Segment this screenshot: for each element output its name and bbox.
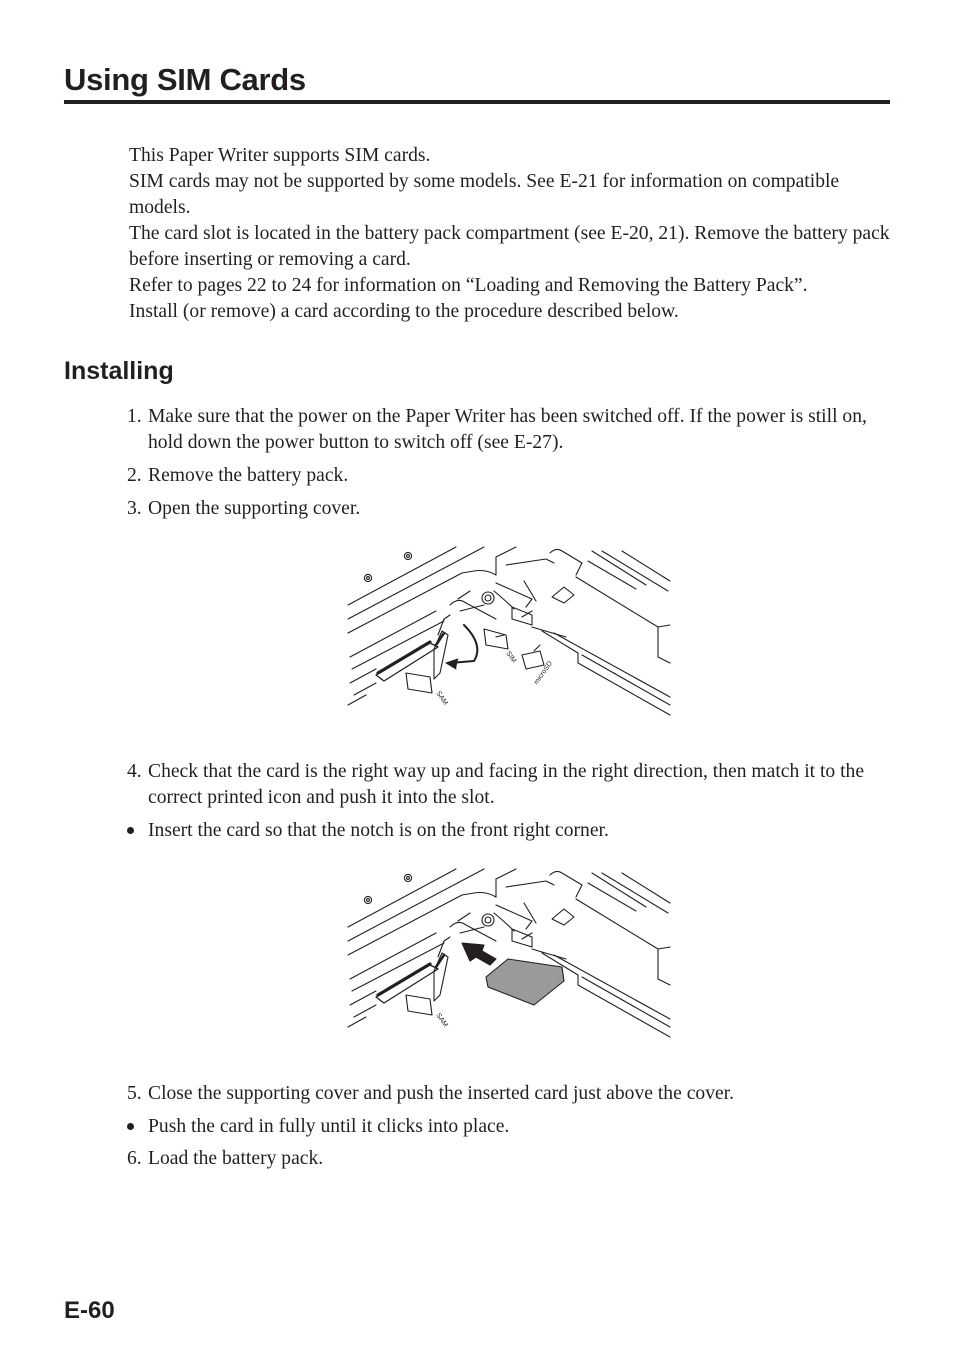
step-text: Make sure that the power on the Paper Writer has been switched off. If the power is still on, hold down the power button to switch off (see E-27). xyxy=(148,406,867,453)
step-text: Close the supporting cover and push the inserted card just above the cover. xyxy=(148,1083,735,1104)
section-title-installing: Installing xyxy=(64,357,174,385)
bullet-point xyxy=(127,827,134,834)
sam-slot-label: SAM xyxy=(434,1012,449,1029)
page-title: Using SIM Cards xyxy=(64,62,306,97)
microsd-slot-label: microSD xyxy=(532,660,555,687)
insert-card-illustration xyxy=(346,867,672,1049)
step-number: 2. xyxy=(127,465,142,486)
step-text: Open the supporting cover. xyxy=(148,498,361,519)
page-number: E-60 xyxy=(64,1297,115,1324)
note-text: Insert the card so that the notch is on the front right corner. xyxy=(148,820,609,841)
step-text: Check that the card is the right way up and facing in the right direction, then match it to the correct printed icon and push it into the slot. xyxy=(148,761,865,808)
sim-slot-label: SIM xyxy=(504,650,518,665)
open-cover-illustration xyxy=(346,545,672,727)
step-number: 4. xyxy=(127,761,142,782)
title-rule xyxy=(64,100,890,104)
step-number: 1. xyxy=(127,406,142,427)
sam-slot-label: SAM xyxy=(434,690,449,707)
step-text: Remove the battery pack. xyxy=(148,465,349,486)
step-number: 6. xyxy=(127,1148,142,1169)
intro-line: SIM cards may not be supported by some models. See E-21 for information on compatible models. xyxy=(129,171,840,218)
note-text: Push the card in fully until it clicks into place. xyxy=(148,1116,510,1137)
intro-line: Install (or remove) a card according to the procedure described below. xyxy=(129,301,679,322)
intro-text xyxy=(129,143,899,325)
intro-line: This Paper Writer supports SIM cards. xyxy=(129,145,431,166)
step-number: 5. xyxy=(127,1083,142,1104)
step-text: Load the battery pack. xyxy=(148,1148,324,1169)
intro-line: Refer to pages 22 to 24 for information on “Loading and Removing the Battery Pack”. xyxy=(129,275,808,296)
bullet-point xyxy=(127,1123,134,1130)
step-number: 3. xyxy=(127,498,142,519)
intro-line: The card slot is located in the battery pack compartment (see E-20, 21). Remove the battery pack before inserting or removing a card. xyxy=(129,223,890,270)
